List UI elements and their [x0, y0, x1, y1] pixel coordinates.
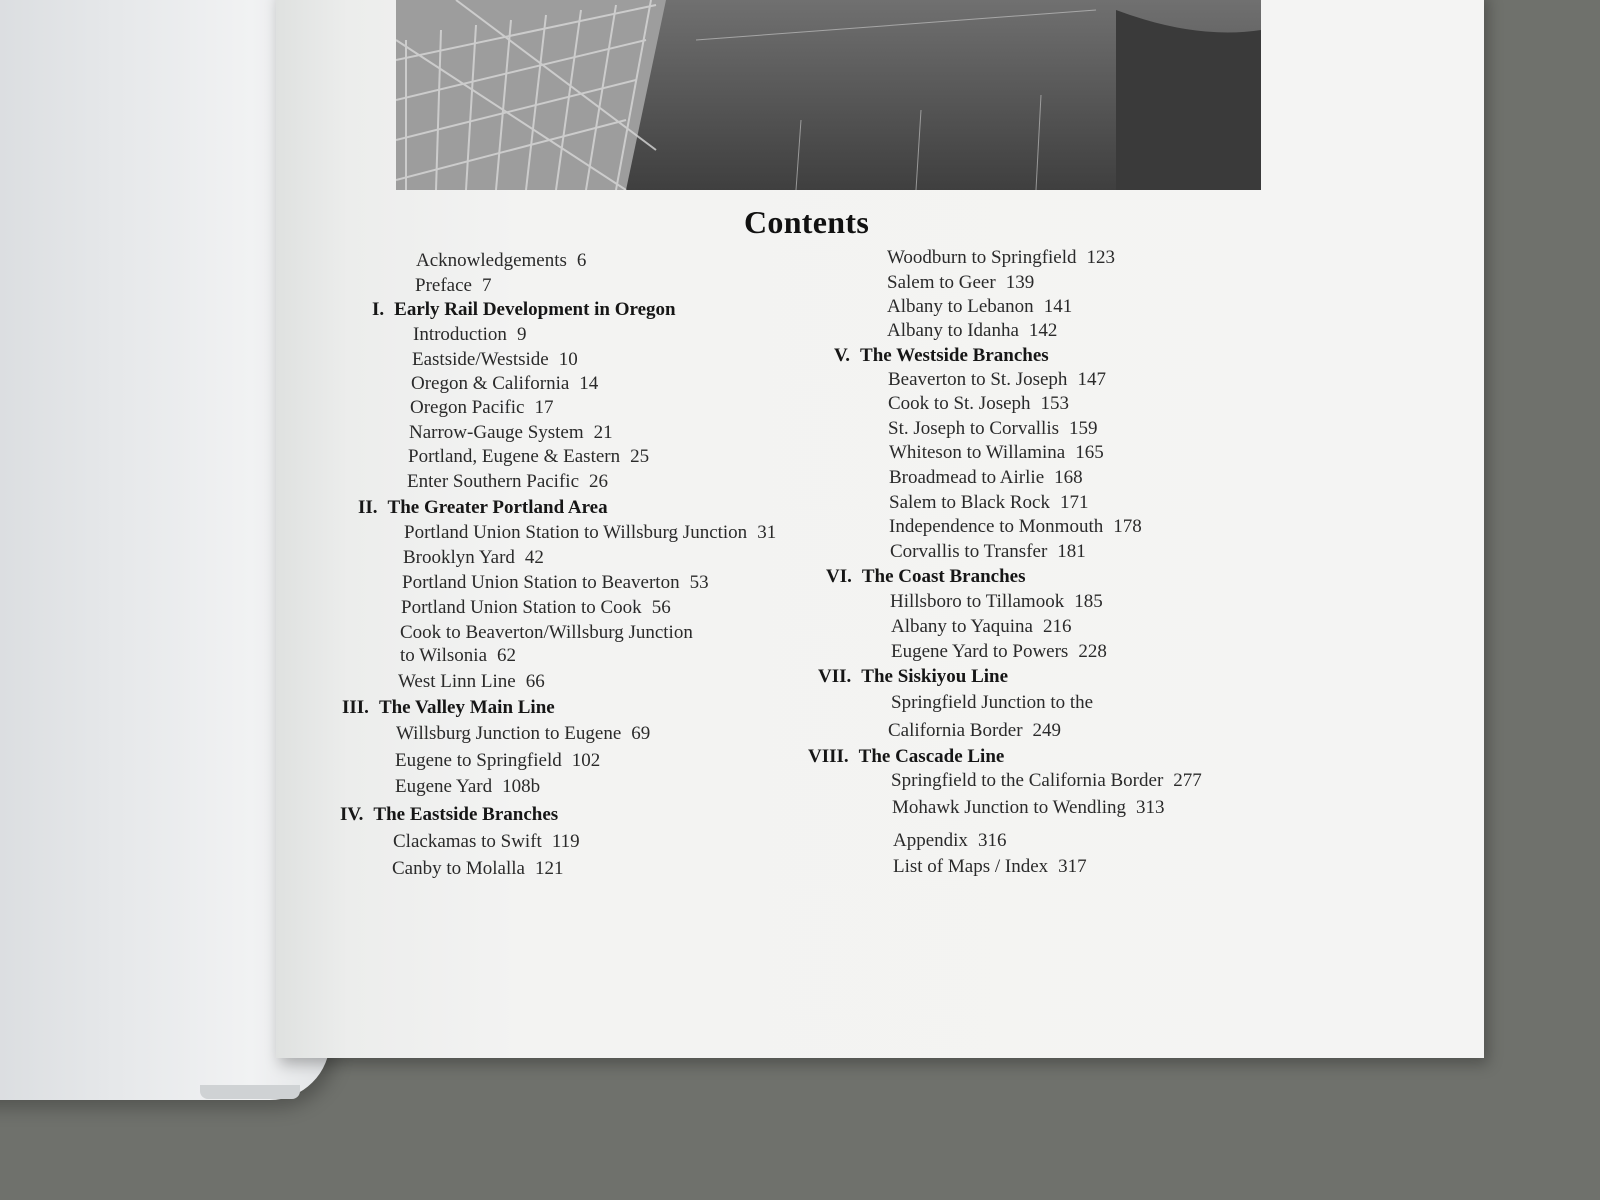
toc-label: Mohawk Junction to Wendling — [892, 797, 1127, 818]
toc-entry — [893, 856, 1087, 878]
toc-entry — [410, 397, 553, 419]
toc-page-number: 6 — [576, 250, 587, 271]
toc-label: The Greater Portland Area — [387, 497, 608, 518]
toc-page-number: 171 — [1059, 492, 1089, 513]
toc-part-number: IV. — [340, 804, 364, 825]
toc-page-number: 313 — [1136, 797, 1165, 818]
toc-label: Narrow-Gauge System — [409, 422, 584, 443]
toc-page-number: 69 — [631, 723, 651, 744]
toc-label: Albany to Idanha — [887, 320, 1019, 341]
toc-label: Preface — [415, 275, 472, 296]
toc-page-number: 62 — [497, 645, 517, 666]
toc-label: The Cascade Line — [858, 746, 1005, 767]
toc-entry — [891, 770, 1202, 792]
toc-page-number: 139 — [1005, 272, 1035, 293]
toc-part-heading — [358, 497, 608, 519]
toc-label: Portland Union Station to Cook — [401, 597, 642, 618]
toc-label: Canby to Molalla — [392, 858, 525, 879]
toc-entry — [415, 275, 491, 297]
toc-label: Woodburn to Springfield — [887, 247, 1077, 268]
toc-entry — [413, 324, 526, 346]
toc-label: Eugene Yard to Powers — [891, 641, 1069, 662]
toc-entry — [888, 418, 1098, 440]
toc-label: Springfield to the California Border — [891, 770, 1164, 791]
toc-entry — [888, 720, 1061, 742]
toc-page-number: 102 — [571, 750, 601, 771]
page-title: Contents — [744, 204, 870, 240]
toc-entry — [888, 369, 1106, 391]
toc-part-heading — [818, 666, 1008, 688]
toc-part-number: I. — [372, 299, 385, 320]
toc-entry — [409, 422, 613, 444]
toc-entry — [891, 641, 1107, 663]
toc-entry — [887, 296, 1072, 318]
toc-label: Portland, Eugene & Eastern — [408, 446, 621, 467]
toc-label: Willsburg Junction to Eugene — [396, 723, 622, 744]
toc-part-number: VIII. — [808, 746, 849, 767]
toc-entry — [889, 442, 1104, 464]
toc-part-heading — [808, 746, 1004, 768]
toc-entry — [416, 250, 586, 272]
toc-part-heading — [342, 697, 555, 719]
toc-entry — [392, 858, 563, 880]
toc-label: Portland Union Station to Beaverton — [402, 572, 680, 593]
toc-entry — [407, 471, 608, 493]
toc-page-number: 185 — [1074, 591, 1103, 612]
toc-label: Clackamas to Swift — [393, 831, 542, 852]
toc-page-number: 316 — [977, 830, 1007, 851]
toc-page-number: 178 — [1113, 516, 1142, 537]
toc-entry — [892, 797, 1165, 819]
toc-label: Oregon & California — [411, 373, 570, 394]
toc-label: Cook to Beaverton/Willsburg Junction — [400, 622, 693, 643]
toc-entry — [889, 492, 1088, 514]
toc-entry — [887, 320, 1057, 342]
toc-page-number: 53 — [689, 572, 709, 593]
toc-page-number: 108b — [502, 776, 541, 797]
toc-label: Introduction — [413, 324, 507, 345]
toc-page-number: 7 — [481, 275, 492, 296]
toc-label: Enter Southern Pacific — [407, 471, 580, 492]
toc-page-number: 123 — [1086, 247, 1116, 268]
toc-label: St. Joseph to Corvallis — [888, 418, 1060, 439]
toc-part-number: V. — [834, 345, 851, 366]
toc-label: Broadmead to Airlie — [889, 467, 1045, 488]
page-edge — [200, 1085, 300, 1099]
toc-label: The Valley Main Line — [378, 697, 555, 718]
toc-entry — [403, 547, 544, 569]
toc-label: The Coast Branches — [861, 566, 1026, 587]
toc-entry — [404, 522, 776, 544]
toc-page-number: 159 — [1069, 418, 1098, 439]
toc-entry — [889, 516, 1142, 538]
toc-label: Salem to Black Rock — [889, 492, 1050, 513]
toc-label: Eugene to Springfield — [395, 750, 562, 771]
toc-label: The Eastside Branches — [373, 804, 559, 825]
toc-page-number: 25 — [630, 446, 650, 467]
toc-page-number: 17 — [534, 397, 554, 418]
toc-part-number: II. — [358, 497, 378, 518]
toc-entry — [890, 541, 1086, 563]
toc-entry — [891, 692, 1093, 714]
toc-page-number: 249 — [1032, 720, 1062, 741]
toc-label: Independence to Monmouth — [889, 516, 1104, 537]
toc-label: The Siskiyou Line — [861, 666, 1009, 687]
toc-label: Albany to Lebanon — [887, 296, 1034, 317]
toc-entry — [402, 572, 709, 594]
toc-page-number: 141 — [1043, 296, 1073, 317]
toc-page-number: 165 — [1075, 442, 1104, 463]
toc-page-number: 153 — [1040, 393, 1070, 414]
toc-entry — [889, 467, 1083, 489]
toc-entry — [395, 776, 540, 798]
toc-entry — [398, 671, 545, 693]
toc-entry — [412, 349, 578, 371]
toc-label: Albany to Yaquina — [891, 616, 1033, 637]
toc-page-number: 216 — [1042, 616, 1072, 637]
toc-page-number: 31 — [757, 522, 777, 543]
toc-page-number: 14 — [579, 373, 599, 394]
toc-entry — [400, 622, 693, 644]
toc-entry — [887, 247, 1115, 269]
toc-label: Brooklyn Yard — [403, 547, 515, 568]
toc-label: Hillsboro to Tillamook — [890, 591, 1065, 612]
toc-label: Salem to Geer — [887, 272, 996, 293]
toc-entry — [395, 750, 600, 772]
toc-label: to Wilsonia — [400, 645, 488, 666]
toc-page-number: 121 — [534, 858, 564, 879]
toc-page-number: 42 — [524, 547, 544, 568]
toc-part-number: VI. — [826, 566, 852, 587]
toc-label: Springfield Junction to the — [891, 692, 1094, 713]
toc-entry — [393, 831, 580, 853]
toc-label: Beaverton to St. Joseph — [888, 369, 1068, 390]
toc-part-heading — [372, 299, 676, 321]
toc-page-number: 228 — [1078, 641, 1107, 662]
trestle-photo — [396, 0, 1261, 190]
toc-entry — [400, 645, 516, 667]
toc-part-heading — [340, 804, 558, 826]
toc-label: Cook to St. Joseph — [888, 393, 1031, 414]
toc-page-number: 147 — [1077, 369, 1106, 390]
toc-page-number: 66 — [525, 671, 545, 692]
toc-part-heading — [834, 345, 1049, 367]
toc-entry — [401, 597, 671, 619]
toc-page-number: 56 — [651, 597, 671, 618]
toc-page-number: 168 — [1054, 467, 1083, 488]
toc-page-number: 181 — [1057, 541, 1086, 562]
toc-label: Portland Union Station to Willsburg Junction — [404, 522, 748, 543]
toc-entry — [890, 591, 1103, 613]
toc-page-number: 26 — [589, 471, 609, 492]
toc-entry — [888, 393, 1069, 415]
toc-label: Eugene Yard — [395, 776, 493, 797]
toc-page-number: 21 — [593, 422, 613, 443]
toc-label: West Linn Line — [398, 671, 516, 692]
toc-entry — [411, 373, 598, 395]
toc-entry — [887, 272, 1034, 294]
toc-label: Whiteson to Willamina — [889, 442, 1066, 463]
toc-page-number: 317 — [1058, 856, 1087, 877]
toc-label: Corvallis to Transfer — [890, 541, 1048, 562]
toc-page-number: 9 — [516, 324, 527, 345]
toc-part-number: VII. — [818, 666, 852, 687]
toc-page-number: 277 — [1173, 770, 1202, 791]
toc-entry — [408, 446, 649, 468]
toc-entry — [893, 830, 1006, 852]
toc-part-heading — [826, 566, 1026, 588]
toc-label: List of Maps / Index — [893, 856, 1049, 877]
toc-page-number: 119 — [551, 831, 580, 852]
toc-label: The Westside Branches — [860, 345, 1049, 366]
toc-label: Early Rail Development in Oregon — [394, 299, 676, 320]
toc-label: California Border — [888, 720, 1023, 741]
toc-page-number: 10 — [558, 349, 578, 370]
toc-label: Acknowledgements — [416, 250, 567, 271]
toc-entry — [891, 616, 1071, 638]
toc-label: Oregon Pacific — [410, 397, 525, 418]
toc-entry — [396, 723, 650, 745]
toc-part-number: III. — [342, 697, 369, 718]
toc-label: Eastside/Westside — [412, 349, 549, 370]
toc-page-number: 142 — [1028, 320, 1058, 341]
toc-label: Appendix — [893, 830, 968, 851]
